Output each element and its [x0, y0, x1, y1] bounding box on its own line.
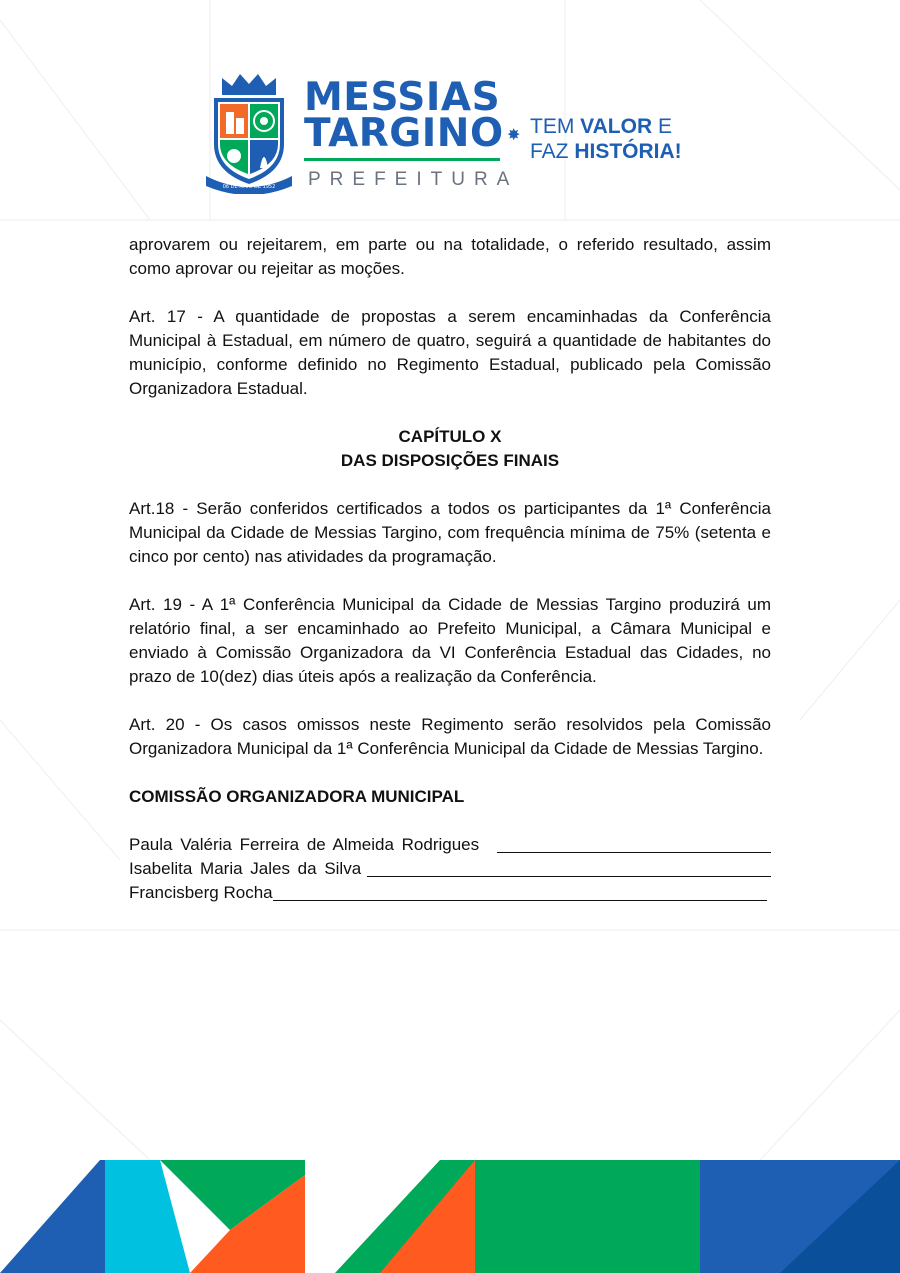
chapter-subtitle: DAS DISPOSIÇÕES FINAIS [340, 451, 560, 470]
chapter-title: CAPÍTULO X [398, 427, 502, 446]
article-17: Art. 17 - A quantidade de propostas a serem encaminhadas da Conferência Municipal à Estadual, em número de quatro, seguirá a quantidade de habitantes do município, conforme definido no Regimento Estadual, publicado pela Comissão Organizadora Estadual. [129, 307, 771, 398]
commission-title: COMISSÃO ORGANIZADORA MUNICIPAL [129, 787, 465, 806]
signature-blank [497, 852, 771, 853]
signature-line [129, 857, 771, 881]
signature-blank [273, 900, 767, 901]
slogan-prefix-2: FAZ [530, 140, 575, 163]
signature-name: Francisberg Rocha [129, 883, 273, 902]
crest-ribbon-text: 06 DE MAIO DE 1952 [222, 184, 276, 190]
footer-decoration [0, 1160, 900, 1273]
signature-line [129, 881, 771, 905]
paragraph-intro: aprovarem ou rejeitarem, em parte ou na totalidade, o referido resultado, assim como aprovar ou rejeitar as moções. [129, 235, 771, 278]
header [200, 68, 720, 198]
slogan-suffix-1: E [652, 115, 672, 138]
brand-wordmark [304, 75, 504, 156]
star-icon: ✸ [507, 127, 521, 144]
document-body [129, 233, 771, 905]
slogan-bold-2: HISTÓRIA! [574, 140, 682, 163]
signature-name: Isabelita Maria Jales da Silva [129, 859, 362, 878]
municipal-crest-icon [200, 72, 298, 194]
article-19: Art. 19 - A 1ª Conferência Municipal da Cidade de Messias Targino produzirá um relatório final, a ser encaminhado ao Prefeito Municipal, a Câmara Municipal e enviado à Comissão Organizadora da VI Conferência Estadual das Cidades, no prazo de 10(dez) dias úteis após a realização da Conferência. [129, 595, 771, 686]
article-20: Art. 20 - Os casos omissos neste Regimento serão resolvidos pela Comissão Organizadora Municipal da 1ª Conferência Municipal da Cidade de Messias Targino. [129, 715, 771, 758]
slogan-line-1 [530, 114, 682, 139]
slogan-prefix-1: TEM [530, 115, 581, 138]
signature-name: Paula Valéria Ferreira de Almeida Rodrigues [129, 835, 480, 854]
slogan-bold-1: VALOR [580, 115, 653, 138]
slogan [530, 114, 682, 164]
brand-line-1: MESSIAS [304, 75, 501, 120]
brand-underline [304, 158, 500, 161]
slogan-line-2 [530, 139, 682, 164]
prefeitura-label: PREFEITURA [308, 169, 519, 190]
signature-line [129, 833, 771, 857]
signature-blank [367, 876, 771, 877]
brand-line-2: TARGINO [304, 111, 504, 156]
article-18: Art.18 - Serão conferidos certificados a todos os participantes da 1ª Conferência Municipal da Cidade de Messias Targino, com frequência mínima de 75% (setenta e cinco por cento) nas atividades da programação. [129, 499, 771, 566]
